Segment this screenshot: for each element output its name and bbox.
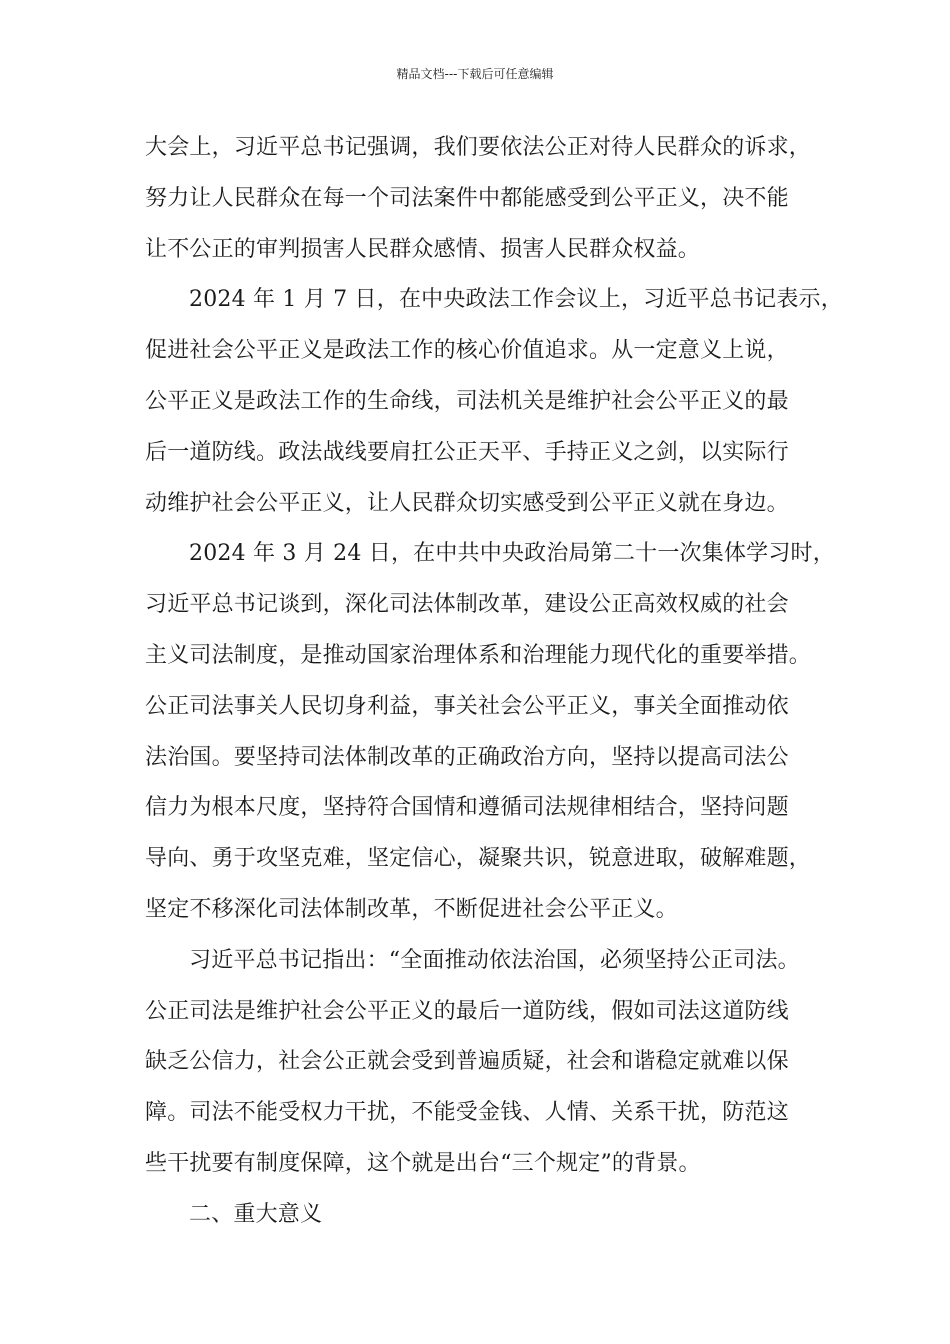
text-line: 些干扰要有制度保障，这个就是出台“三个规定”的背景。 xyxy=(145,1150,701,1176)
text-line: 让不公正的审判损害人民群众感情、损害人民群众权益。 xyxy=(145,236,701,262)
text-line: 公正司法事关人民切身利益，事关社会公平正义，事关全面推动依 xyxy=(145,693,789,719)
text-line: 信力为根本尺度，坚持符合国情和遵循司法规律相结合，坚持问题 xyxy=(145,795,789,821)
paragraph-start-line: 习近平总书记指出：“全面推动依法治国，必须坚持公正司法。 xyxy=(189,947,800,973)
text-line: 法治国。要坚持司法体制改革的正确政治方向，坚持以提高司法公 xyxy=(145,744,789,770)
text-line: 公平正义是政法工作的生命线，司法机关是维护社会公平正义的最 xyxy=(145,388,789,414)
page-header: 精品文档---下载后可任意编辑 xyxy=(396,67,554,81)
paragraph-start-line: 2024 年 3 月 24 日，在中共中央政治局第二十一次集体学习时， xyxy=(189,541,835,567)
paragraph-start-line: 2024 年 1 月 7 日，在中央政法工作会议上，习近平总书记表示， xyxy=(189,287,843,313)
text-line: 大会上，习近平总书记强调，我们要依法公正对待人民群众的诉求， xyxy=(145,135,812,160)
text-line: 后一道防线。政法战线要肩扛公正天平、手持正义之剑，以实际行 xyxy=(145,439,789,465)
document-body xyxy=(145,130,843,1248)
text-line: 坚定不移深化司法体制改革，不断促进社会公平正义。 xyxy=(145,896,678,922)
text-line: 障。司法不能受权力干扰，不能受金钱、人情、关系干扰，防范这 xyxy=(145,1100,789,1126)
text-line: 公正司法是维护社会公平正义的最后一道防线，假如司法这道防线 xyxy=(145,998,789,1024)
text-line: 习近平总书记谈到，深化司法体制改革，建设公正高效权威的社会 xyxy=(145,592,789,618)
section-heading: 二、重大意义 xyxy=(189,1201,323,1227)
text-line: 努力让人民群众在每一个司法案件中都能感受到公平正义，决不能 xyxy=(145,185,789,211)
text-line: 主义司法制度，是推动国家治理体系和治理能力现代化的重要举措。 xyxy=(145,642,812,668)
text-line: 缺乏公信力，社会公正就会受到普遍质疑，社会和谐稳定就难以保 xyxy=(145,1049,789,1075)
text-line: 动维护社会公平正义，让人民群众切实感受到公平正义就在身边。 xyxy=(145,490,789,516)
text-line: 促进社会公平正义是政法工作的核心价值追求。从一定意义上说， xyxy=(145,338,789,364)
text-line: 导向、勇于攻坚克难，坚定信心，凝聚共识，锐意进取，破解难题， xyxy=(145,846,812,872)
